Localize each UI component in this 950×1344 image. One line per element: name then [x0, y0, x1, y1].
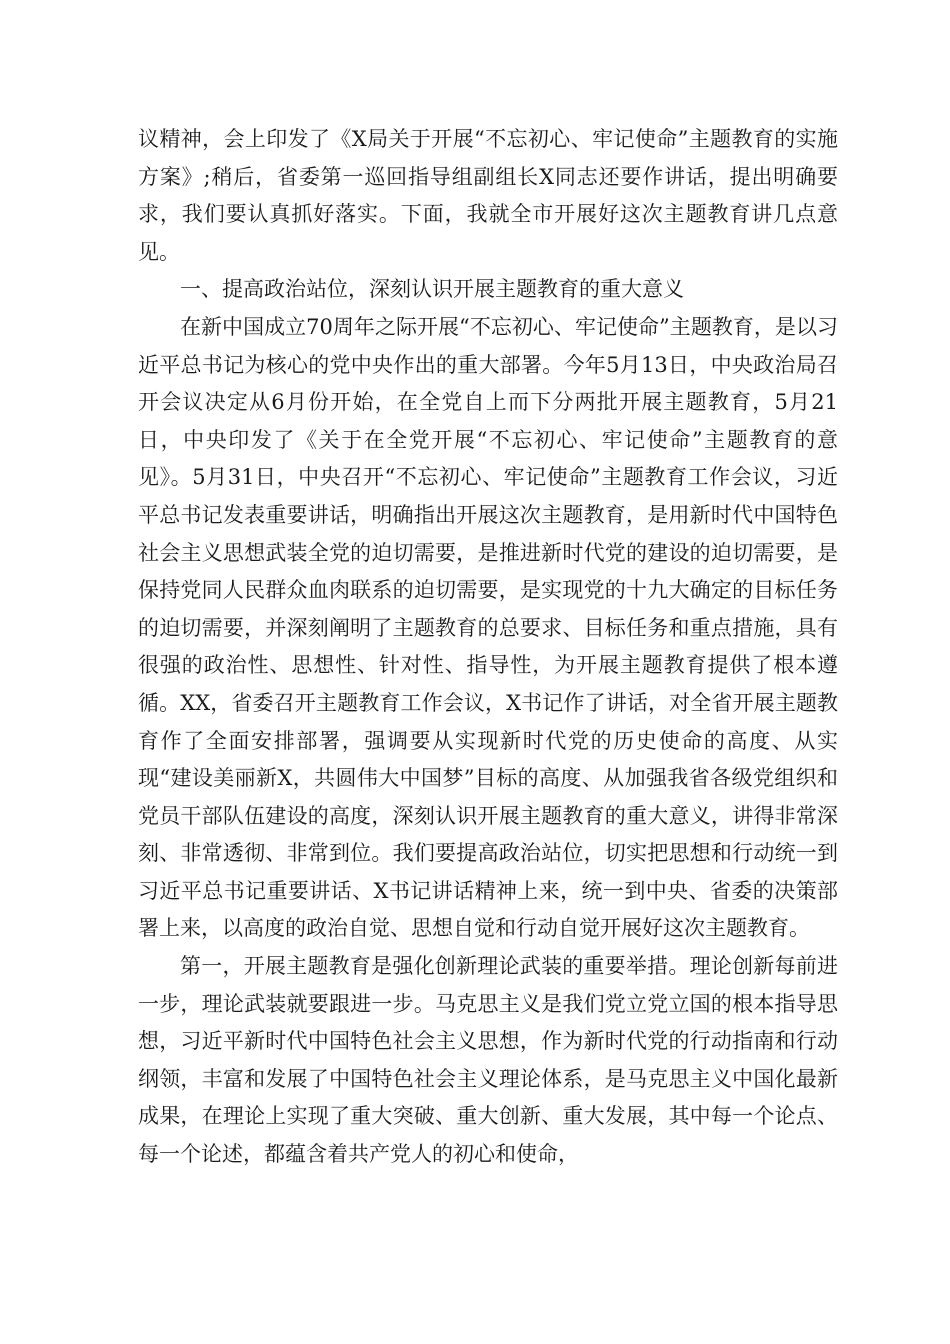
paragraph-first-point: 第一，开展主题教育是强化创新理论武装的重要举措。理论创新每前进一步，理论武装就要跟进一步。马克思主义是我们党立党立国的根本指导思想，习近平新时代中国特色社会主义思想，作为新时代党的行动指南和行动纲领，丰富和发展了中国特色社会主义理论体系，是马克思主义中国化最新成果，在理论上实现了重大突破、重大创新、重大发展，其中每一个论点、每一个论述，都蕴含着共产党人的初心和使命， [138, 954, 838, 1167]
section-heading: 一、提高政治站位，深刻认识开展主题教育的重大意义 [180, 277, 684, 302]
paragraph-body: 在新中国成立70周年之际开展“不忘初心、牢记使命”主题教育，是以习近平总书记为核心的党中央作出的重大部署。今年5月13日，中央政治局召开会议决定从6月份开始，在全党自上而下分两批开展主题教育，5月21日，中央印发了《关于在全党开展“不忘初心、牢记使命”主题教育的意见》。5月31日，中央召开“不忘初心、牢记使命”主题教育工作会议，习近平总书记发表重要讲话，明确指出开展这次主题教育，是用新时代中国特色社会主义思想武装全党的迫切需要，是推进新时代党的建设的迫切需要，是保持党同人民群众血肉联系的迫切需要，是实现党的十九大确定的目标任务的迫切需要，并深刻阐明了主题教育的总要求、目标任务和重点措施，具有很强的政治性、思想性、针对性、指导性，为开展主题教育提供了根本遵循。XX，省委召开主题教育工作会议，X书记作了讲话，对全省开展主题教育作了全面安排部署，强调要从实现新时代党的历史使命的高度、从实现“建设美丽新X，共圆伟大中国梦”目标的高度、从加强我省各级党组织和党员干部队伍建设的高度，深刻认识开展主题教育的重大意义，讲得非常深刻、非常透彻、非常到位。我们要提高政治站位，切实把思想和行动统一到习近平总书记重要讲话、X书记讲话精神上来，统一到中央、省委的决策部署上来，以高度的政治自觉、思想自觉和行动自觉开展好这次主题教育。 [138, 314, 838, 941]
paragraph-continuation: 议精神，会上印发了《X局关于开展“不忘初心、牢记使命”主题教育的实施方案》;稍后，省委第一巡回指导组副组长X同志还要作讲话，提出明确要求，我们要认真抓好落实。下面，我就全市开展好这次主题教育讲几点意见。 [138, 127, 838, 264]
document-page [138, 121, 838, 1174]
